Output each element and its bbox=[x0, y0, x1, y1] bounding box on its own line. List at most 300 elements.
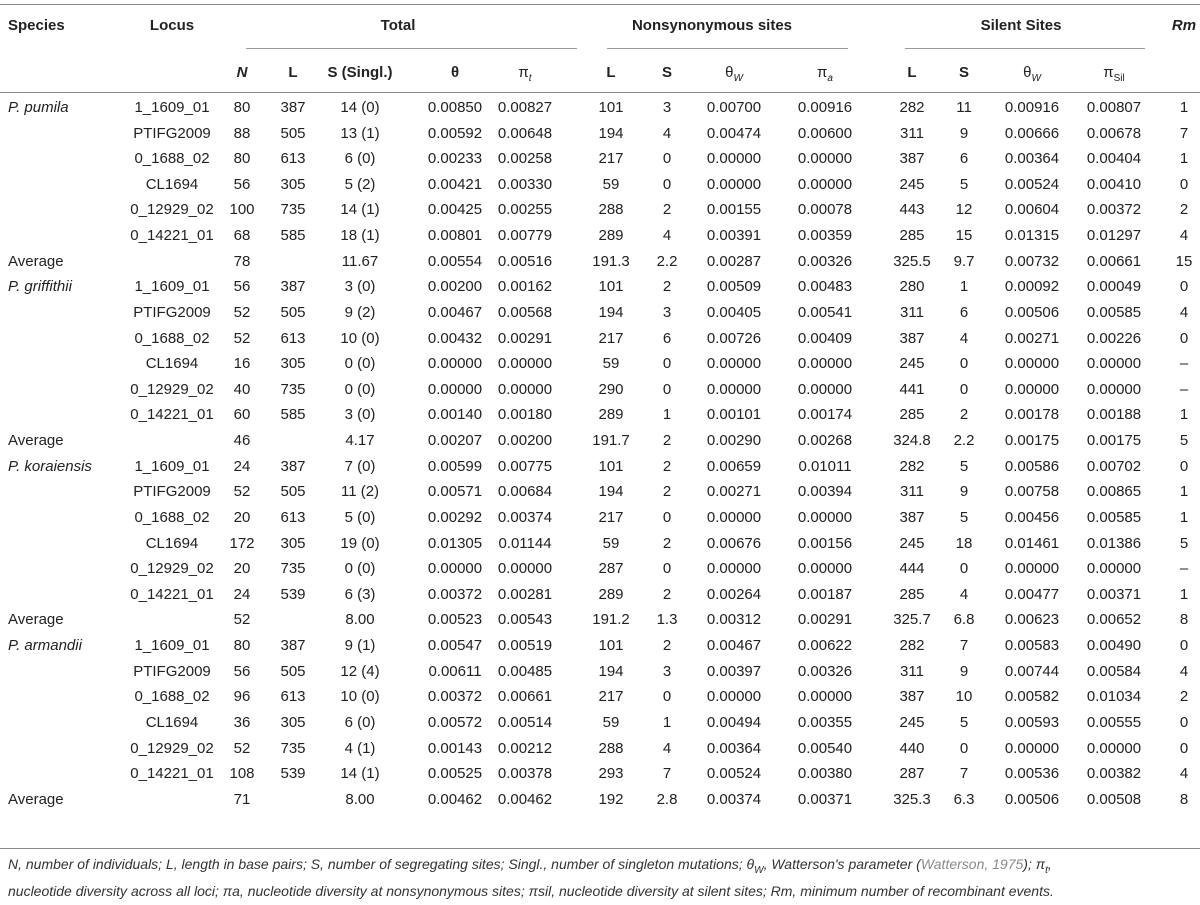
value-cell: 6 bbox=[959, 150, 969, 168]
value-cell: 0.00516 bbox=[497, 252, 553, 270]
value-cell: 305 bbox=[280, 175, 306, 193]
value-cell: 0.00000 bbox=[797, 355, 853, 373]
footnote-line-2: nucleotide diversity across all loci; πa, nucleotide diversity at nonsynonymous sites; πsil, nucleotide diversity at silent sites; Rm, minimum number of recombinant events. bbox=[8, 882, 1054, 899]
value-cell: 11 bbox=[956, 99, 972, 116]
value-cell: 5 bbox=[959, 457, 969, 475]
value-cell: 0 bbox=[662, 355, 672, 373]
value-cell: 0.00405 bbox=[706, 303, 762, 321]
value-cell: 0 (0) bbox=[344, 560, 376, 578]
value-cell: 0 bbox=[1179, 637, 1189, 655]
value-cell: 4 bbox=[1179, 227, 1189, 245]
value-cell: 0.00000 bbox=[706, 150, 762, 168]
value-cell: 387 bbox=[280, 278, 306, 296]
value-cell: 0.00456 bbox=[1004, 508, 1060, 526]
value-cell: 0.00807 bbox=[1086, 99, 1142, 116]
value-cell: 0.00326 bbox=[797, 662, 853, 680]
value-cell: 2 bbox=[1179, 201, 1189, 219]
citation-link[interactable]: Watterson, 1975 bbox=[920, 856, 1024, 872]
value-cell: 194 bbox=[598, 483, 624, 501]
value-cell: 0.01386 bbox=[1086, 534, 1142, 552]
value-cell: 0.00000 bbox=[706, 355, 762, 373]
value-cell: 0.00568 bbox=[497, 303, 553, 321]
value-cell: 5 bbox=[959, 508, 969, 526]
header-locus: Locus bbox=[149, 17, 195, 34]
value-cell: 289 bbox=[598, 585, 624, 603]
value-cell: 505 bbox=[280, 662, 306, 680]
locus-cell: 1_1609_01 bbox=[134, 637, 210, 655]
value-cell: 3 bbox=[662, 662, 672, 680]
value-cell: 539 bbox=[280, 765, 306, 783]
value-cell: 9 (1) bbox=[344, 637, 376, 655]
value-cell: 0.00525 bbox=[427, 765, 483, 783]
value-cell: 0.00467 bbox=[706, 637, 762, 655]
value-cell: 245 bbox=[899, 534, 925, 552]
value-cell: 1 bbox=[662, 406, 672, 424]
value-cell: 0.00509 bbox=[706, 278, 762, 296]
value-cell: 2 bbox=[662, 201, 672, 219]
value-cell: 0 bbox=[959, 380, 969, 398]
value-cell: 9 bbox=[959, 662, 969, 680]
value-cell: 0.00827 bbox=[497, 99, 553, 116]
table-footnote bbox=[8, 854, 1196, 901]
value-cell: 0.00374 bbox=[497, 508, 553, 526]
value-cell: 0.00744 bbox=[1004, 662, 1060, 680]
value-cell: 5 bbox=[1179, 432, 1189, 450]
value-cell: 8 bbox=[1179, 611, 1189, 629]
subheader-theta: θ bbox=[450, 64, 460, 81]
value-cell: 5 (0) bbox=[344, 508, 376, 526]
value-cell: 0.00000 bbox=[797, 688, 853, 706]
value-cell: 2 bbox=[662, 483, 672, 501]
value-cell: 1 bbox=[1179, 150, 1189, 168]
value-cell: 0.00916 bbox=[797, 99, 853, 116]
value-cell: 0.00684 bbox=[497, 483, 553, 501]
value-cell: 285 bbox=[899, 585, 925, 603]
value-cell: 0 bbox=[959, 739, 969, 757]
value-cell: 0.00175 bbox=[1004, 432, 1060, 450]
value-cell: 0.00143 bbox=[427, 739, 483, 757]
value-cell: 5 bbox=[959, 175, 969, 193]
value-cell: 387 bbox=[280, 457, 306, 475]
value-cell: 0.00364 bbox=[1004, 150, 1060, 168]
value-cell: 0.00648 bbox=[497, 124, 553, 142]
locus-cell: PTIFG2009 bbox=[133, 124, 211, 142]
value-cell: 285 bbox=[899, 406, 925, 424]
value-cell: 613 bbox=[280, 688, 306, 706]
value-cell: 325.5 bbox=[893, 252, 931, 270]
value-cell: 59 bbox=[602, 534, 620, 552]
value-cell: 0.00536 bbox=[1004, 765, 1060, 783]
value-cell: 0.00477 bbox=[1004, 585, 1060, 603]
value-cell: 0.01461 bbox=[1004, 534, 1060, 552]
value-cell: 0.00659 bbox=[706, 457, 762, 475]
value-cell: 0.00000 bbox=[706, 508, 762, 526]
value-cell: 0.00604 bbox=[1004, 201, 1060, 219]
value-cell: 2 bbox=[662, 278, 672, 296]
value-cell: 59 bbox=[602, 175, 620, 193]
value-cell: 0.00666 bbox=[1004, 124, 1060, 142]
species-cell: Average bbox=[8, 432, 64, 450]
header-total: Total bbox=[380, 17, 416, 34]
value-cell: 0.00271 bbox=[706, 483, 762, 501]
value-cell: 1 bbox=[662, 713, 672, 731]
value-cell: 0.00000 bbox=[427, 560, 483, 578]
value-cell: 311 bbox=[900, 303, 924, 321]
value-cell: 0.00292 bbox=[427, 508, 483, 526]
value-cell: 101 bbox=[598, 99, 624, 116]
value-cell: 0.00291 bbox=[797, 611, 853, 629]
value-cell: 0.00000 bbox=[797, 175, 853, 193]
value-cell: 613 bbox=[280, 508, 306, 526]
value-cell: 585 bbox=[280, 227, 306, 245]
value-cell: 0.00290 bbox=[706, 432, 762, 450]
value-cell: 24 bbox=[233, 457, 251, 475]
value-cell: 0.00180 bbox=[497, 406, 553, 424]
value-cell: 0.00200 bbox=[497, 432, 553, 450]
value-cell: 52 bbox=[233, 739, 251, 757]
value-cell: 56 bbox=[233, 175, 251, 193]
value-cell: 13 (1) bbox=[340, 124, 380, 142]
value-cell: 0.00359 bbox=[797, 227, 853, 245]
value-cell: 108 bbox=[229, 765, 255, 783]
value-cell: 0.00726 bbox=[706, 329, 762, 347]
value-cell: 16 bbox=[233, 355, 251, 373]
locus-cell: 1_1609_01 bbox=[134, 278, 210, 296]
value-cell: 6.8 bbox=[953, 611, 975, 629]
value-cell: 0.00000 bbox=[427, 380, 483, 398]
value-cell: 0.00271 bbox=[1004, 329, 1060, 347]
value-cell: 217 bbox=[598, 150, 624, 168]
value-cell: 4 (1) bbox=[344, 739, 376, 757]
value-cell: 305 bbox=[280, 534, 306, 552]
subheader-l: L bbox=[288, 64, 298, 81]
value-cell: 0.00584 bbox=[1086, 662, 1142, 680]
value-cell: 101 bbox=[598, 457, 624, 475]
value-cell: 0 bbox=[662, 175, 672, 193]
species-cell: P. armandii bbox=[8, 637, 82, 655]
value-cell: 0.00571 bbox=[427, 483, 483, 501]
table-bottom-rule bbox=[0, 848, 1200, 849]
value-cell: 6 (0) bbox=[344, 713, 376, 731]
value-cell: 0.00291 bbox=[497, 329, 553, 347]
value-cell: 6.3 bbox=[953, 790, 975, 808]
value-cell: 9.7 bbox=[953, 252, 975, 270]
value-cell: 387 bbox=[280, 637, 306, 655]
header-group-rule bbox=[246, 48, 577, 49]
subheader-n: N bbox=[236, 64, 248, 81]
value-cell: 0.00409 bbox=[797, 329, 853, 347]
value-cell: 0.00178 bbox=[1004, 406, 1060, 424]
value-cell: 0.00355 bbox=[797, 713, 853, 731]
value-cell: 0.00101 bbox=[706, 406, 762, 424]
value-cell: 441 bbox=[899, 380, 925, 398]
value-cell: 0.00397 bbox=[706, 662, 762, 680]
value-cell: 0.00187 bbox=[797, 585, 853, 603]
value-cell: 1 bbox=[1179, 508, 1189, 526]
value-cell: 0.00467 bbox=[427, 303, 483, 321]
value-cell: 305 bbox=[280, 355, 306, 373]
locus-cell: 0_14221_01 bbox=[130, 765, 214, 783]
value-cell: 0.00850 bbox=[427, 99, 483, 116]
value-cell: 288 bbox=[598, 739, 624, 757]
value-cell: 443 bbox=[899, 201, 925, 219]
value-cell: 1 bbox=[1179, 585, 1189, 603]
locus-cell: 1_1609_01 bbox=[134, 457, 210, 475]
value-cell: 80 bbox=[233, 150, 251, 168]
value-cell: 0.01034 bbox=[1086, 688, 1142, 706]
value-cell: 0.00371 bbox=[1086, 585, 1142, 603]
value-cell: 0.00207 bbox=[427, 432, 483, 450]
value-cell: 8 bbox=[1179, 790, 1189, 808]
locus-cell: CL1694 bbox=[145, 175, 199, 193]
value-cell: 1 bbox=[959, 278, 969, 296]
subheader-s: S bbox=[661, 64, 673, 81]
value-cell: 217 bbox=[598, 508, 624, 526]
subheader-l: L bbox=[907, 64, 917, 81]
value-cell: 0.00000 bbox=[1086, 355, 1142, 373]
value-cell: 0.00524 bbox=[1004, 175, 1060, 193]
value-cell: 0.00494 bbox=[706, 713, 762, 731]
value-cell: 52 bbox=[233, 483, 251, 501]
value-cell: 0.00425 bbox=[427, 201, 483, 219]
value-cell: 2.2 bbox=[656, 252, 678, 270]
value-cell: 0.00226 bbox=[1086, 329, 1142, 347]
value-cell: 613 bbox=[280, 329, 306, 347]
value-cell: 14 (1) bbox=[340, 201, 380, 219]
value-cell: 20 bbox=[233, 508, 251, 526]
value-cell: 4 bbox=[662, 124, 672, 142]
value-cell: 287 bbox=[598, 560, 624, 578]
value-cell: 191.7 bbox=[592, 432, 630, 450]
value-cell: 505 bbox=[280, 303, 306, 321]
value-cell: 387 bbox=[899, 329, 925, 347]
value-cell: 4 bbox=[662, 227, 672, 245]
value-cell: 0.00156 bbox=[797, 534, 853, 552]
value-cell: 0.00732 bbox=[1004, 252, 1060, 270]
value-cell: 0.00000 bbox=[497, 560, 553, 578]
value-cell: 0 bbox=[1179, 175, 1189, 193]
value-cell: 2 bbox=[959, 406, 969, 424]
value-cell: 10 bbox=[955, 688, 973, 706]
value-cell: 0.00462 bbox=[497, 790, 553, 808]
value-cell: 56 bbox=[233, 662, 251, 680]
value-cell: 18 (1) bbox=[340, 227, 380, 245]
value-cell: 0.00508 bbox=[1086, 790, 1142, 808]
value-cell: 3 bbox=[662, 99, 672, 116]
value-cell: 0.01315 bbox=[1004, 227, 1060, 245]
value-cell: 0.00661 bbox=[1086, 252, 1142, 270]
value-cell: 0.00514 bbox=[497, 713, 553, 731]
value-cell: 36 bbox=[233, 713, 251, 731]
value-cell: 311 bbox=[900, 483, 924, 501]
locus-cell: 0_12929_02 bbox=[130, 560, 214, 578]
value-cell: 0.00255 bbox=[497, 201, 553, 219]
value-cell: – bbox=[1179, 380, 1189, 398]
header-group-rule bbox=[905, 48, 1145, 49]
value-cell: 52 bbox=[233, 611, 251, 629]
value-cell: 2 bbox=[662, 585, 672, 603]
value-cell: 0.00000 bbox=[1004, 560, 1060, 578]
value-cell: 0.00372 bbox=[1086, 201, 1142, 219]
value-cell: 0.00540 bbox=[797, 739, 853, 757]
value-cell: 6 bbox=[662, 329, 672, 347]
value-cell: 0.00000 bbox=[706, 560, 762, 578]
locus-cell: CL1694 bbox=[145, 355, 199, 373]
value-cell: 305 bbox=[280, 713, 306, 731]
value-cell: 6 bbox=[959, 303, 969, 321]
value-cell: 0 bbox=[1179, 278, 1189, 296]
value-cell: 10 (0) bbox=[340, 329, 380, 347]
value-cell: 0.00364 bbox=[706, 739, 762, 757]
value-cell: 4 bbox=[1179, 765, 1189, 783]
value-cell: 0.00916 bbox=[1004, 99, 1060, 116]
species-cell: P. koraiensis bbox=[8, 457, 92, 475]
value-cell: 52 bbox=[233, 303, 251, 321]
value-cell: 12 (4) bbox=[340, 662, 380, 680]
value-cell: 0.00519 bbox=[497, 637, 553, 655]
value-cell: 1 bbox=[1179, 483, 1189, 501]
value-cell: 282 bbox=[899, 99, 925, 116]
value-cell: 289 bbox=[598, 227, 624, 245]
locus-cell: PTIFG2009 bbox=[133, 303, 211, 321]
value-cell: 280 bbox=[899, 278, 925, 296]
value-cell: 282 bbox=[899, 457, 925, 475]
value-cell: 2 bbox=[1179, 688, 1189, 706]
value-cell: 0.00572 bbox=[427, 713, 483, 731]
value-cell: 0.00264 bbox=[706, 585, 762, 603]
value-cell: 6 (3) bbox=[344, 585, 376, 603]
value-cell: 387 bbox=[899, 688, 925, 706]
value-cell: 325.3 bbox=[893, 790, 931, 808]
value-cell: 735 bbox=[280, 380, 306, 398]
value-cell: – bbox=[1179, 355, 1189, 373]
value-cell: 8.00 bbox=[345, 790, 375, 808]
header-nonsynonymous: Nonsynonymous sites bbox=[631, 17, 793, 34]
locus-cell: 0_1688_02 bbox=[134, 329, 210, 347]
value-cell: 2 bbox=[662, 457, 672, 475]
value-cell: 0.00394 bbox=[797, 483, 853, 501]
value-cell: 19 (0) bbox=[340, 534, 380, 552]
value-cell: 3 (0) bbox=[344, 278, 376, 296]
value-cell: 0.00678 bbox=[1086, 124, 1142, 142]
value-cell: 4 bbox=[1179, 303, 1189, 321]
value-cell: 5 bbox=[959, 713, 969, 731]
value-cell: 288 bbox=[598, 201, 624, 219]
value-cell: 0.00585 bbox=[1086, 303, 1142, 321]
value-cell: 217 bbox=[598, 329, 624, 347]
value-cell: 387 bbox=[280, 99, 306, 116]
value-cell: 0.00506 bbox=[1004, 303, 1060, 321]
value-cell: 7 bbox=[959, 765, 969, 783]
value-cell: 0.00543 bbox=[497, 611, 553, 629]
value-cell: 0.00287 bbox=[706, 252, 762, 270]
value-cell: 293 bbox=[598, 765, 624, 783]
value-cell: 0.00779 bbox=[497, 227, 553, 245]
value-cell: 0.01011 bbox=[798, 457, 852, 475]
value-cell: 290 bbox=[598, 380, 624, 398]
value-cell: 7 bbox=[662, 765, 672, 783]
locus-cell: 0_1688_02 bbox=[134, 508, 210, 526]
value-cell: 0.00382 bbox=[1086, 765, 1142, 783]
value-cell: 0.00586 bbox=[1004, 457, 1060, 475]
value-cell: 0.00404 bbox=[1086, 150, 1142, 168]
value-cell: 1 bbox=[1179, 99, 1189, 116]
value-cell: 0.00000 bbox=[797, 150, 853, 168]
value-cell: 3 bbox=[662, 303, 672, 321]
value-cell: 0.00188 bbox=[1086, 406, 1142, 424]
value-cell: 68 bbox=[233, 227, 251, 245]
value-cell: 194 bbox=[598, 662, 624, 680]
value-cell: 0.00371 bbox=[797, 790, 853, 808]
value-cell: 0.00140 bbox=[427, 406, 483, 424]
value-cell: 4 bbox=[662, 739, 672, 757]
value-cell: 11.67 bbox=[341, 252, 379, 270]
locus-cell: 0_1688_02 bbox=[134, 150, 210, 168]
locus-cell: 0_14221_01 bbox=[130, 227, 214, 245]
value-cell: 9 (2) bbox=[344, 303, 376, 321]
value-cell: 0.00600 bbox=[797, 124, 853, 142]
value-cell: 0.00174 bbox=[797, 406, 853, 424]
value-cell: 0 bbox=[1179, 457, 1189, 475]
subheader-theta-w: $\theta_W$ bbox=[725, 64, 743, 84]
value-cell: 0.00000 bbox=[497, 380, 553, 398]
value-cell: 4 bbox=[959, 329, 969, 347]
value-cell: 0.00483 bbox=[797, 278, 853, 296]
value-cell: 0.00000 bbox=[706, 175, 762, 193]
value-cell: 14 (0) bbox=[340, 99, 380, 116]
value-cell: 735 bbox=[280, 560, 306, 578]
value-cell: 440 bbox=[899, 739, 925, 757]
value-cell: 0.00000 bbox=[1086, 560, 1142, 578]
value-cell: 80 bbox=[233, 99, 251, 116]
value-cell: 0.00000 bbox=[797, 380, 853, 398]
locus-cell: 0_12929_02 bbox=[130, 739, 214, 757]
value-cell: 0.00000 bbox=[1086, 380, 1142, 398]
table-top-rule bbox=[0, 4, 1200, 5]
value-cell: 172 bbox=[229, 534, 255, 552]
value-cell: 0.00555 bbox=[1086, 713, 1142, 731]
value-cell: 0.00000 bbox=[427, 355, 483, 373]
value-cell: 0.00000 bbox=[1086, 739, 1142, 757]
subheader-s-singl: S (Singl.) bbox=[327, 64, 393, 81]
value-cell: 0.00372 bbox=[427, 585, 483, 603]
value-cell: 88 bbox=[233, 124, 251, 142]
value-cell: 0.00432 bbox=[427, 329, 483, 347]
value-cell: 0.01297 bbox=[1086, 227, 1142, 245]
value-cell: 0.00326 bbox=[797, 252, 853, 270]
value-cell: 0.00585 bbox=[1086, 508, 1142, 526]
value-cell: 0.00049 bbox=[1086, 278, 1142, 296]
value-cell: 287 bbox=[899, 765, 925, 783]
value-cell: 0.00599 bbox=[427, 457, 483, 475]
value-cell: 7 (0) bbox=[344, 457, 376, 475]
value-cell: 0.00523 bbox=[427, 611, 483, 629]
species-cell: P. pumila bbox=[8, 99, 69, 116]
value-cell: 0.00000 bbox=[1004, 355, 1060, 373]
locus-cell: 0_12929_02 bbox=[130, 380, 214, 398]
value-cell: 0.00312 bbox=[706, 611, 762, 629]
value-cell: 387 bbox=[899, 508, 925, 526]
value-cell: 7 bbox=[959, 637, 969, 655]
value-cell: 0.00000 bbox=[1004, 380, 1060, 398]
value-cell: 0.00758 bbox=[1004, 483, 1060, 501]
species-cell: Average bbox=[8, 252, 64, 270]
value-cell: 0.00622 bbox=[797, 637, 853, 655]
value-cell: 0.00258 bbox=[497, 150, 553, 168]
value-cell: 0.00374 bbox=[706, 790, 762, 808]
species-cell: P. griffithii bbox=[8, 278, 72, 296]
value-cell: 0.00583 bbox=[1004, 637, 1060, 655]
